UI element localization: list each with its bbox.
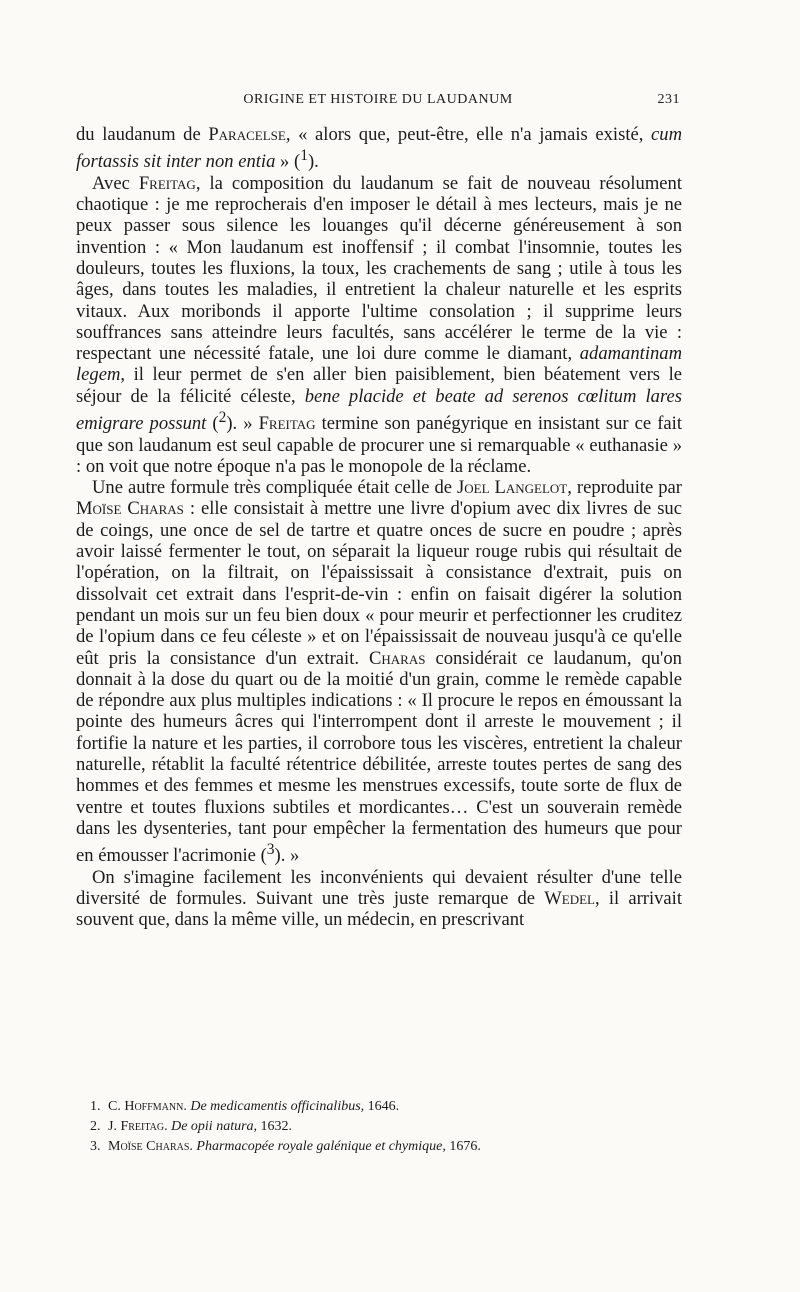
running-title: ORIGINE ET HISTOIRE DU LAUDANUM (243, 92, 513, 107)
name-smallcaps: Joel Langelot (457, 477, 568, 499)
paragraph (76, 173, 682, 477)
footnote-year: 1632. (260, 1119, 293, 1134)
name-smallcaps: Paracelse (208, 124, 286, 145)
text-run: , il leur permet de s'en aller bien paisiblement, bien béatement vers le séjour de la félicité céleste, (76, 364, 682, 407)
body-text (76, 124, 682, 931)
text-run: Avec (92, 172, 139, 194)
text-run: » ( (275, 151, 301, 173)
text-run: , il arrivait souvent que, dans la même ville, un médecin, en prescrivant (76, 887, 683, 931)
footnote-year: 1676. (449, 1139, 481, 1154)
footnote-title: De medicamentis officinalibus, (190, 1099, 365, 1114)
footnote-author: C. Hoffmann. (108, 1099, 187, 1114)
paragraph (76, 477, 682, 867)
footnote-author: Moïse Charas. (108, 1139, 193, 1154)
footnote-year: 1646. (367, 1099, 400, 1114)
footnote (76, 1137, 682, 1157)
text-run: du laudanum de (76, 124, 209, 145)
name-smallcaps: Freitag (138, 172, 196, 194)
text-run: ). » (274, 845, 300, 867)
paragraph (76, 124, 682, 173)
footnote-author: J. Freitag. (108, 1119, 168, 1134)
footnote-number: 1. (90, 1099, 101, 1114)
name-smallcaps: Wedel (544, 887, 595, 909)
footnote (76, 1117, 682, 1137)
footnote-title: Pharmacopée royale galénique et chymique, (196, 1139, 446, 1154)
footnote-ref: 1 (300, 147, 308, 165)
latin-quote: bene placide et beate ad serenos cœlitum lares emigrare possunt (76, 385, 682, 435)
footnote-ref: 3 (266, 841, 275, 859)
page-header (76, 92, 680, 112)
footnote (76, 1097, 682, 1117)
text-run: ). » (226, 413, 259, 435)
text-run: ). (307, 151, 319, 173)
text-run: , la composition du laudanum se fait de nouveau résolument chaotique : je me reprocherais d'en imposer le détail à mes lecteurs, mais je ne peux passer sous silence les louanges qu'il décerne généreusement à son invention : « Mon laudanum est inoffensif ; il combat l'insomnie, toutes les douleurs, toutes les fluxions, la toux, les crachements de sang ; utile à tous les âges, dans toutes les maladies, il entretient la chaleur naturelle et les esprits vitaux. Aux moribonds il apporte l'ultime consolation ; il supprime leurs souffrances sans atteindre leurs facultés, sans accélérer le terme de la vie : respectant une nécessité fatale, une loi dure comme le diamant, (76, 172, 682, 365)
name-smallcaps: Charas (369, 647, 426, 669)
text-run: considérait ce laudanum, qu'on donnait à la dose du quart ou de la moitié d'un grain, comme le remède capable de répondre aux plus multiples indications : « Il procure le repos en émoussant la pointe des humeurs âcres qui l'interrompent dont il arreste le mouvement ; il fortifie la nature et les parties, il corrobore tous les viscères, entretient la chaleur naturelle, rétablit la faculté rétentrice débilitée, arreste toutes pertes de sang des hommes et des femmes et mesme les menstrues excessifs, toute sorte de flux de ventre et toutes fluxions subtiles et mordicantes… C'est un souverain remède dans les dysenteries, tant pour empêcher la fermentation des humeurs que pour en émousser l'acrimonie ( (76, 647, 682, 867)
footnotes (76, 1097, 682, 1157)
text-run: termine son panégyrique en insistant sur ce fait que son laudanum est seul capable de procurer une si remarquable « euthanasie » : on voit que notre époque n'a pas le monopole de la réclame. (76, 413, 683, 477)
text-run: , « alors que, peut-être, elle n'a jamais existé, (285, 124, 652, 145)
latin-quote: cum fortassis sit inter non entia (76, 124, 682, 173)
paragraph (76, 867, 682, 931)
text-run: ( (206, 413, 219, 435)
text-run: , reproduite par (567, 477, 682, 499)
footnote-title: De opii natura, (171, 1119, 258, 1134)
footnote-ref: 2 (218, 409, 227, 427)
page-number: 231 (657, 92, 680, 107)
text-run: Une autre formule très compliquée était celle de (92, 477, 458, 499)
name-smallcaps: Moïse Charas (76, 498, 184, 520)
footnote-number: 3. (90, 1139, 101, 1154)
footnote-number: 2. (90, 1119, 101, 1134)
text-run: : elle consistait à mettre une livre d'opium avec dix livres de suc de coings, une once de sel de tartre et quatre onces de sucre en poudre ; après avoir laissé fermenter le tout, on séparait la liqueur rouge rubis qui résultait de l'opération, on la filtrait, on l'épaississait à consistance d'extrait, puis on dissolvait cet extrait dans l'esprit-de-vin : enfin on faisait digérer la solution pendant un mois sur un feu bien doux « pour meurir et perfectionner les cruditez de l'opium dans ce feu céleste » et on l'épaississait de nouveau jusqu'à ce qu'elle eût pris la consistance d'un extrait. (76, 498, 682, 669)
text-run: On s'imagine facilement les inconvénients qui devaient résulter d'une telle diversité de formules. Suivant une très juste remarque de (76, 866, 682, 909)
name-smallcaps: Freitag (258, 413, 316, 435)
latin-quote: adamantinam legem (76, 343, 682, 386)
